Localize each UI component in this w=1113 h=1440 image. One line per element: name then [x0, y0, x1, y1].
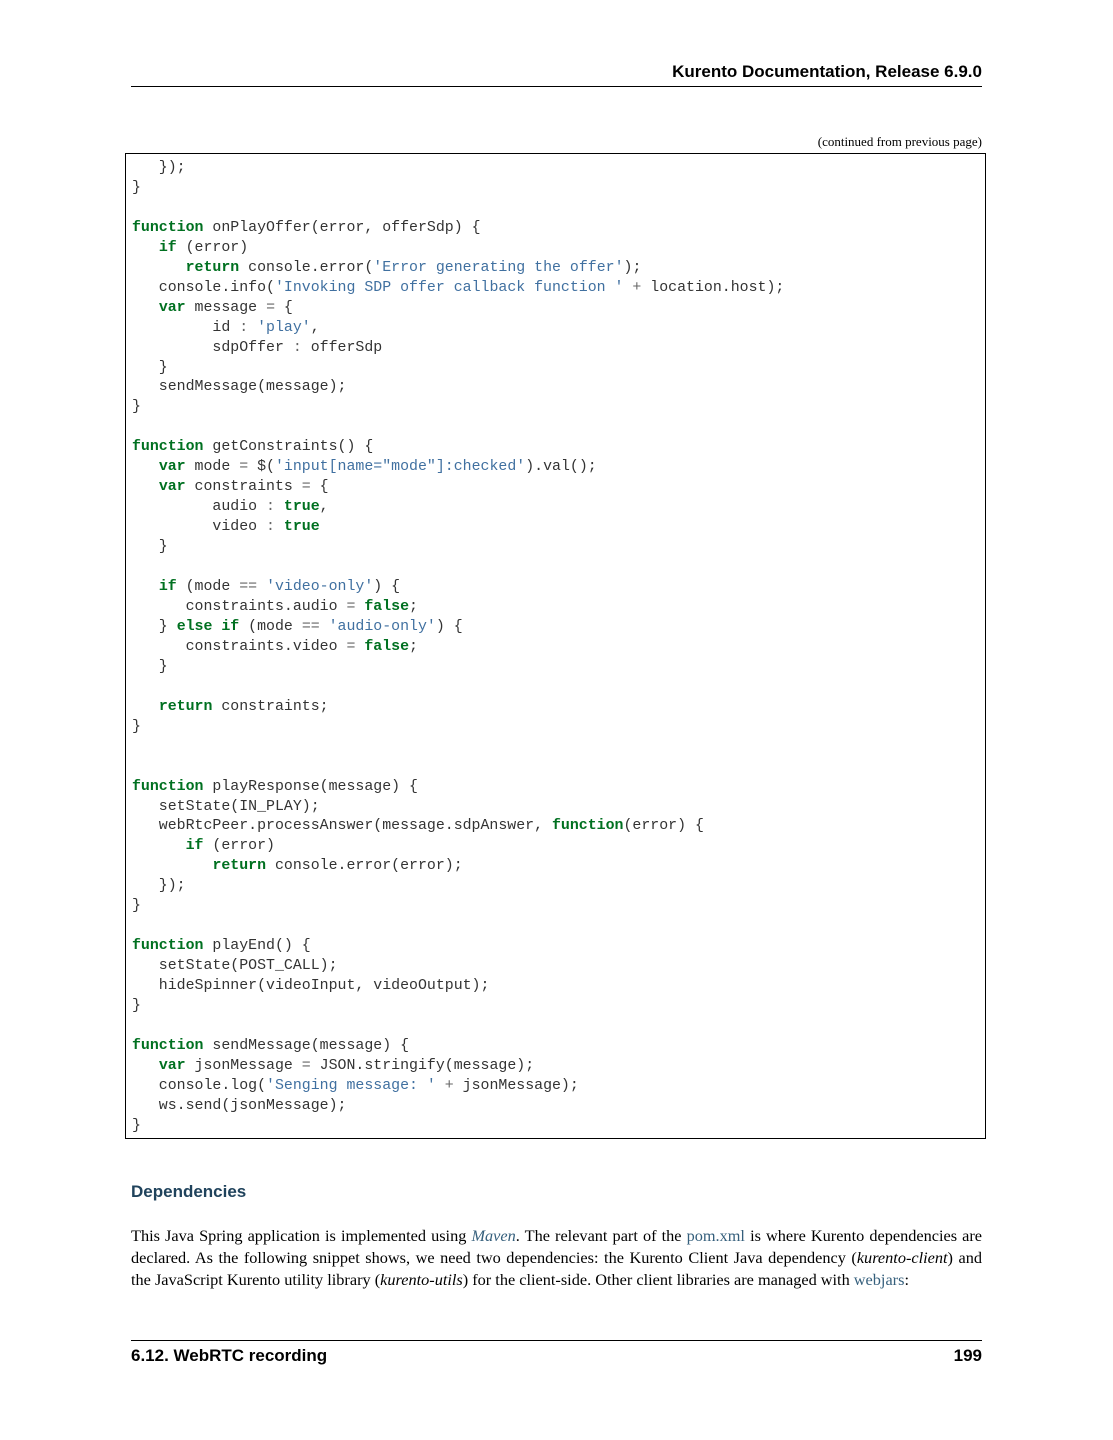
pom-xml-link[interactable]: pom.xml	[686, 1226, 745, 1245]
code-listing	[132, 159, 784, 1137]
code-token: ) {	[373, 579, 401, 596]
code-block	[125, 153, 986, 1139]
code-token: else	[176, 618, 213, 635]
code-line	[132, 300, 293, 316]
code-token: function	[551, 818, 624, 835]
code-token: jsonMessage	[185, 1057, 302, 1074]
code-token	[275, 519, 284, 535]
code-token	[132, 459, 159, 475]
code-line	[132, 938, 311, 954]
code-line	[132, 160, 186, 176]
code-token: :	[266, 519, 275, 536]
code-token: constraints.audio	[132, 598, 347, 615]
code-token: ,	[310, 319, 320, 336]
code-token	[132, 699, 159, 715]
code-token	[320, 619, 329, 635]
code-line	[132, 579, 400, 595]
code-token: =	[346, 598, 356, 615]
code-token	[132, 300, 159, 316]
code-line	[132, 539, 168, 555]
code-token: if	[185, 838, 204, 855]
code-token: onPlayOffer(error, offerSdp) {	[203, 219, 481, 236]
code-token: ;	[409, 598, 418, 615]
code-line	[132, 619, 463, 635]
running-header-title: Kurento Documentation, Release 6.9.0	[672, 62, 982, 81]
code-line	[132, 719, 141, 735]
code-token: }	[132, 618, 177, 635]
code-token: });	[132, 160, 186, 176]
code-token: :	[266, 499, 275, 516]
code-token: if	[158, 579, 177, 596]
code-token: +	[435, 1077, 463, 1094]
code-token: id	[132, 319, 240, 336]
body-paragraph	[131, 1225, 982, 1291]
code-line	[132, 439, 373, 455]
code-line	[132, 399, 141, 415]
code-token: location.host);	[650, 279, 785, 296]
code-line	[132, 499, 329, 515]
code-token: if	[158, 239, 177, 256]
code-line	[132, 838, 275, 854]
code-line	[132, 659, 168, 675]
code-token: );	[623, 259, 642, 276]
code-line	[132, 998, 141, 1014]
code-token: (error) {	[623, 818, 704, 835]
para-text: This Java Spring application is implemented using	[131, 1226, 472, 1245]
code-token: sendMessage(message);	[132, 379, 347, 396]
code-token: (error)	[203, 838, 275, 855]
code-token: false	[364, 638, 410, 655]
code-token: function	[132, 439, 204, 456]
code-token: return	[212, 858, 267, 875]
code-token: video	[132, 519, 267, 536]
code-token: 'play'	[257, 319, 311, 336]
code-token: function	[132, 938, 204, 955]
code-line	[132, 779, 418, 795]
code-token: jsonMessage);	[462, 1077, 579, 1094]
code-line	[132, 1078, 579, 1094]
code-token	[355, 639, 364, 655]
code-token: console.error(error);	[266, 858, 463, 875]
code-token: function	[132, 778, 204, 795]
code-token: var	[158, 1057, 186, 1074]
code-token: }	[132, 658, 168, 675]
code-line	[132, 360, 168, 376]
code-token: ==	[301, 618, 320, 635]
para-text: ) and the JavaScript Kurento utility library (	[131, 1248, 983, 1289]
code-line	[132, 599, 418, 615]
code-line	[132, 459, 597, 475]
code-token: return	[158, 698, 213, 715]
code-token	[132, 579, 159, 595]
code-line	[132, 898, 141, 914]
header-rule	[131, 86, 982, 87]
code-token: mode	[185, 459, 240, 476]
code-token: ==	[239, 579, 258, 596]
code-token: false	[364, 598, 410, 615]
code-token: {	[310, 479, 329, 496]
code-line	[132, 519, 320, 535]
code-token: }	[132, 718, 141, 735]
code-line	[132, 260, 641, 276]
code-token	[132, 260, 186, 276]
code-token: 'Senging message: '	[266, 1077, 436, 1094]
footer-rule	[131, 1340, 982, 1341]
code-token: =	[346, 638, 356, 655]
code-token: var	[158, 299, 186, 316]
code-token: }	[132, 898, 141, 915]
code-token: function	[132, 1037, 204, 1054]
code-token: console.error(	[239, 259, 374, 276]
code-line	[132, 1038, 409, 1054]
code-token: }	[132, 359, 168, 376]
code-token: sendMessage(message) {	[203, 1037, 410, 1054]
code-token	[275, 499, 284, 515]
code-token: ws.send(jsonMessage);	[132, 1097, 347, 1114]
code-token: }	[132, 998, 141, 1015]
code-token: var	[158, 459, 186, 476]
code-token: =	[301, 479, 311, 496]
code-token	[132, 240, 159, 256]
code-token: constraints.video	[132, 638, 347, 655]
code-token: :	[239, 319, 249, 336]
code-token: constraints;	[212, 698, 329, 715]
code-token: =	[239, 459, 249, 476]
code-token: ,	[319, 499, 329, 516]
code-token: function	[132, 219, 204, 236]
code-token: playEnd() {	[203, 938, 311, 955]
code-token: if	[221, 618, 240, 635]
code-token: }	[132, 539, 168, 556]
code-line	[132, 858, 463, 874]
code-token: +	[623, 279, 651, 296]
code-line	[132, 799, 320, 815]
code-line	[132, 1118, 141, 1134]
code-token: var	[158, 479, 186, 496]
code-line	[132, 818, 704, 834]
code-token: JSON.stringify(message);	[310, 1057, 535, 1074]
maven-link[interactable]: Maven	[471, 1226, 516, 1245]
code-token: ;	[409, 638, 418, 655]
code-token: offerSdp	[301, 339, 383, 356]
footer-section-title: 6.12. WebRTC recording	[131, 1346, 328, 1365]
code-token: }	[132, 399, 141, 416]
section-heading: Dependencies	[131, 1182, 247, 1201]
code-token: sdpOffer	[132, 339, 293, 356]
code-token: true	[283, 499, 320, 516]
code-token: ) {	[435, 618, 463, 635]
code-token	[132, 479, 159, 495]
continued-note: (continued from previous page)	[817, 134, 982, 149]
code-token: console.log(	[132, 1077, 267, 1094]
code-token	[248, 320, 257, 336]
code-token: 'Error generating the offer'	[373, 259, 624, 276]
code-token: return	[185, 259, 240, 276]
code-token: true	[283, 519, 320, 536]
code-token	[355, 599, 364, 615]
code-token: playResponse(message) {	[203, 778, 418, 795]
code-line	[132, 699, 329, 715]
code-token: hideSpinner(videoInput, videoOutput);	[132, 978, 490, 995]
para-text: ) for the client-side. Other client libraries are managed with	[462, 1270, 854, 1289]
code-token: }	[132, 1117, 141, 1134]
code-line	[132, 220, 481, 236]
kurento-utils-term: kurento-utils	[380, 1270, 463, 1289]
code-token: ).val();	[525, 459, 597, 476]
code-line	[132, 340, 382, 356]
code-line	[132, 320, 320, 336]
code-token: (mode	[176, 579, 240, 596]
code-line	[132, 639, 418, 655]
code-token: (error)	[176, 239, 249, 256]
code-token	[257, 579, 266, 595]
code-token: audio	[132, 499, 267, 516]
code-token: {	[275, 299, 293, 316]
page-number: 199	[953, 1346, 982, 1365]
code-token	[132, 858, 212, 874]
code-token	[132, 838, 186, 854]
code-token: 'input[name="mode"]:checked'	[275, 459, 526, 476]
code-token: setState(POST_CALL);	[132, 958, 338, 975]
code-line	[132, 1098, 346, 1114]
code-token: message	[185, 299, 267, 316]
code-token	[132, 1058, 159, 1074]
code-line	[132, 978, 489, 994]
code-token: =	[301, 1057, 311, 1074]
code-token: =	[266, 299, 275, 316]
code-token: 'Invoking SDP offer callback function '	[274, 279, 624, 296]
code-line	[132, 180, 141, 196]
code-token: }	[132, 179, 141, 196]
code-line	[132, 240, 248, 256]
code-token: constraints	[185, 479, 302, 496]
para-text: :	[904, 1270, 909, 1289]
code-token: getConstraints() {	[203, 439, 374, 456]
kurento-client-term: kurento-client	[856, 1248, 948, 1267]
code-token: 'video-only'	[266, 579, 374, 596]
code-line	[132, 878, 186, 894]
code-token: console.info(	[132, 279, 275, 296]
code-line	[132, 479, 329, 495]
code-token: setState(IN_PLAY);	[132, 798, 320, 815]
code-token: (mode	[239, 618, 302, 635]
code-token: webRtcPeer.processAnswer(message.sdpAnswer,	[132, 818, 552, 835]
code-line	[132, 379, 346, 395]
webjars-link[interactable]: webjars	[853, 1270, 905, 1289]
code-line	[132, 280, 784, 296]
code-token: 'audio-only'	[328, 618, 436, 635]
code-line	[132, 958, 338, 974]
code-token: });	[132, 878, 186, 895]
code-line	[132, 1058, 534, 1074]
code-token: $(	[248, 459, 275, 476]
para-text: is where Kurento dependencies are declared. As the following snippet shows, we need two dependencies: the Kurento Client Java dependency (	[131, 1226, 982, 1267]
code-token: :	[292, 339, 302, 356]
para-text: . The relevant part of the	[515, 1226, 687, 1245]
